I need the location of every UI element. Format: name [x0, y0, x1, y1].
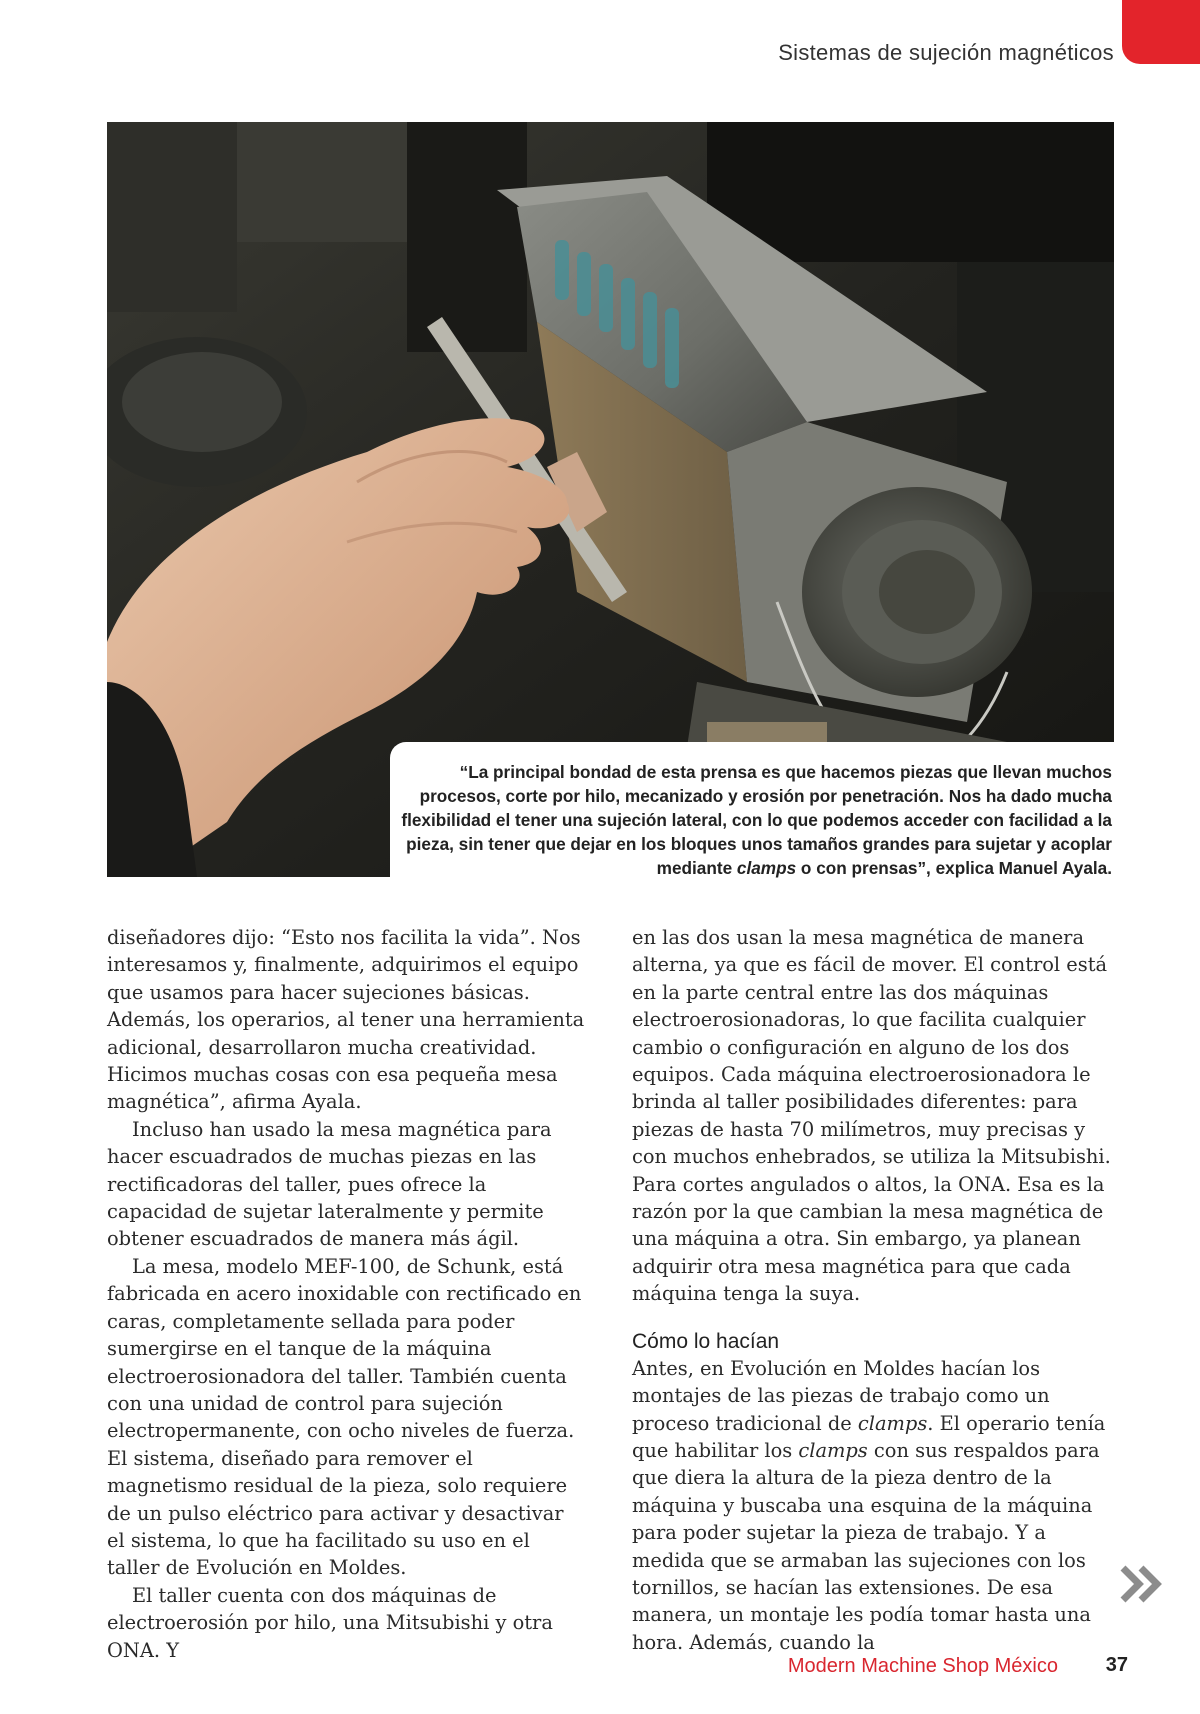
paragraph: [632, 1355, 1112, 1656]
paragraph: El taller cuenta con dos máquinas de electroerosión por hilo, una Mitsubishi y otra ONA. Y: [107, 1583, 553, 1662]
italic-term: clamps: [798, 1438, 868, 1462]
photo-caption: [400, 760, 1112, 880]
text-run: Antes, en Evolución en Moldes hacían los montajes de las piezas de trabajo como un proceso tradicional de: [632, 1356, 1050, 1435]
page-number: 37: [1105, 1654, 1128, 1676]
section-title: Sistemas de sujeción magnéticos: [778, 40, 1114, 65]
publication-name: Modern Machine Shop México: [787, 1655, 1058, 1677]
red-corner-tab: [1122, 0, 1200, 64]
text-run: . El operario tenía que habilitar los: [632, 1411, 1106, 1462]
caption-text: “La principal bondad de esta prensa es que hacemos piezas que llevan muchos procesos, corte por hilo, mecanizado y erosión por penetración. Nos ha dado mucha flexibilidad el tener una sujeción lateral, con lo que podemos acceder con facilidad a la pieza, sin tener que dejar en los bloques unos tamaños grandes para sujetar y acoplar mediante: [401, 762, 1112, 878]
text-run: con sus respaldos para que diera la altura de la pieza dentro de la máquina y buscaba una esquina de la máquina para poder sujetar la pieza de trabajo. Y a medida que se armaban las sujeciones con los tornillos, se hacían las extensiones. De esa manera, un montaje les podía tomar hasta una hora. Además, cuando la: [632, 1438, 1100, 1654]
paragraph: diseñadores dijo: “Esto nos facilita la vida”. Nos interesamos y, finalmente, adquirimos el equipo que usamos para hacer sujeciones básicas. Además, los operarios, al tener una herramienta adicional, desarrollaron mucha creatividad. Hicimos muchas cosas con esa pequeña mesa magnética”, afirma Ayala.: [107, 926, 585, 1114]
right-column: [632, 924, 1112, 1656]
caption-italic-term: clamps: [736, 858, 797, 878]
italic-term: clamps: [857, 1411, 928, 1435]
paragraph: en las dos usan la mesa magnética de manera alterna, ya que es fácil de mover. El control está en la parte central entre las dos máquinas electroerosionadoras, lo que facilita cualquier cambio o configuración en alguno de los dos equipos. Cada máquina electroerosionadora le brinda al taller posibilidades diferentes: para piezas de hasta 70 milímetros, muy precisas y con muchos enhebrados, se utiliza la Mitsubishi. Para cortes angulados o altos, la ONA. Esa es la razón por la que cambian la mesa magnética de una máquina a otra. Sin embargo, ya planean adquirir otra mesa magnética para que cada máquina tenga la suya.: [632, 926, 1111, 1306]
double-chevron-right-icon[interactable]: [1117, 1562, 1165, 1606]
paragraph: Incluso han usado la mesa magnética para hacer escuadrados de muchas piezas en las rectificadoras del taller, pues ofrece la capacidad de sujetar lateralmente y permite obtener escuadrados de manera más ágil.: [107, 1117, 552, 1251]
subheading: Cómo lo hacían: [632, 1329, 780, 1353]
caption-text-end: o con prensas”, explica Manuel Ayala.: [796, 858, 1112, 878]
paragraph: La mesa, modelo MEF-100, de Schunk, está fabricada en acero inoxidable con rectificado en caras, completamente sellada para poder sumergirse en el tanque de la máquina electroerosionadora del taller. También cuenta con una unidad de control para sujeción electropermanente, con ocho niveles de fuerza. El sistema, diseñado para remover el magnetismo residual de la pieza, solo requiere de un pulso eléctrico para activar y desactivar el sistema, lo que ha facilitado su uso en el taller de Evolución en Moldes.: [107, 1254, 582, 1580]
left-column: [107, 924, 587, 1664]
